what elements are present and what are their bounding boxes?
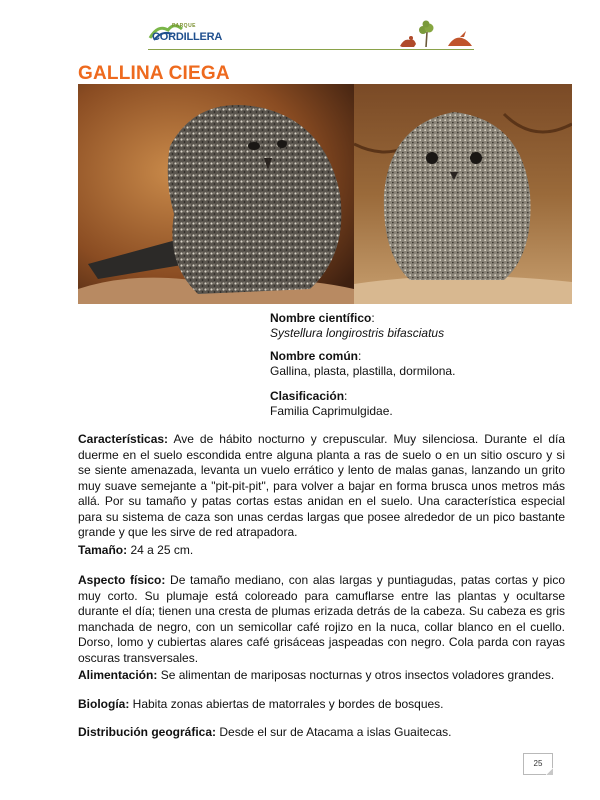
- distribucion-label: Distribución geográfica:: [78, 725, 217, 739]
- common-name-value: Gallina, plasta, plastilla, dormilona.: [270, 364, 456, 378]
- biologia-label: Biología:: [78, 697, 130, 711]
- aspecto-label: Aspecto físico:: [78, 573, 166, 587]
- fauna-silhouettes-icon: [396, 18, 476, 50]
- nightjar-photo-right-icon: [354, 84, 572, 304]
- page-title: GALLINA CIEGA: [78, 63, 230, 84]
- logo-small-text: PARQUE: [172, 23, 197, 29]
- photo-right: [354, 84, 572, 304]
- caracteristicas-label: Características:: [78, 432, 169, 446]
- alimentacion-text: Se alimentan de mariposas nocturnas y otros insectos voladores grandes.: [160, 668, 555, 682]
- section-tamano: [78, 543, 565, 559]
- tamano-label: Tamaño:: [78, 543, 128, 557]
- classification-value: Familia Caprimulgidae.: [270, 404, 393, 418]
- scientific-name-label: Nombre científico: [270, 311, 372, 325]
- photo-left: [78, 84, 354, 304]
- scientific-name-value: Systellura longirostris bifasciatus: [270, 326, 445, 340]
- section-distribucion: [78, 725, 565, 741]
- page-fold-icon: [546, 768, 553, 775]
- page-number: [523, 753, 553, 775]
- nightjar-photo-left-icon: [78, 84, 354, 304]
- section-aspecto: [78, 573, 565, 666]
- logo-name-text: CORDILLERA: [152, 31, 223, 43]
- page-number-text: 25: [533, 759, 543, 768]
- tamano-text: 24 a 25 cm.: [130, 543, 194, 557]
- common-name-block: Nombre común: Gallina, plasta, plastilla, dormilona.: [270, 349, 456, 378]
- section-caracteristicas: [78, 432, 565, 541]
- section-biologia: [78, 697, 565, 713]
- aspecto-text: De tamaño mediano, con alas largas y puntiagudas, patas cortas y pico muy corto. Su plumaje está coloreado para camuflarse entre las plantas y ocultarse durante el día; tienen una cresta de plumas erizada detrás de la cabeza. Su cabeza es gris manchada de negro, con un semicollar café rojizo en la nuca, collar blanco en el cuello. Dorso, lomo y cubiertas alares café grisáceas jaspeadas con negro. Cola parda con rayas oscuras transversales.: [78, 573, 565, 665]
- biologia-text: Habita zonas abiertas de matorrales y bordes de bosques.: [132, 697, 444, 711]
- header: [148, 18, 478, 54]
- caracteristicas-text: Ave de hábito nocturno y crepuscular. Muy silenciosa. Durante el día duerme en el suelo escondida entre alguna planta a ras de suelo o en un sitio oscuro y si se siente amenazada, levanta un vuelo errático y lento de malas ganas, lanzando un grito muy suave semejante a "pit-pit-pit", para volver a bajar en forma brusca unos metros más allá. Por su tamaño y patas cortas estas anidan en el suelo. Una característica especial para su sistema de caza son unas cerdas largas que posee alrededor de un pico bastante grande y que les sirve de red atrapadora.: [78, 432, 566, 539]
- classification-block: Clasificación: Familia Caprimulgidae.: [270, 389, 393, 418]
- scientific-name-block: Nombre científico: Systellura longirostris bifasciatus: [270, 311, 445, 340]
- common-name-label: Nombre común: [270, 349, 359, 363]
- distribucion-text: Desde el sur de Atacama a islas Guaitecas.: [219, 725, 452, 739]
- header-divider: [148, 49, 474, 50]
- alimentacion-label: Alimentación:: [78, 668, 158, 682]
- classification-label: Clasificación: [270, 389, 345, 403]
- section-alimentacion: [78, 668, 565, 684]
